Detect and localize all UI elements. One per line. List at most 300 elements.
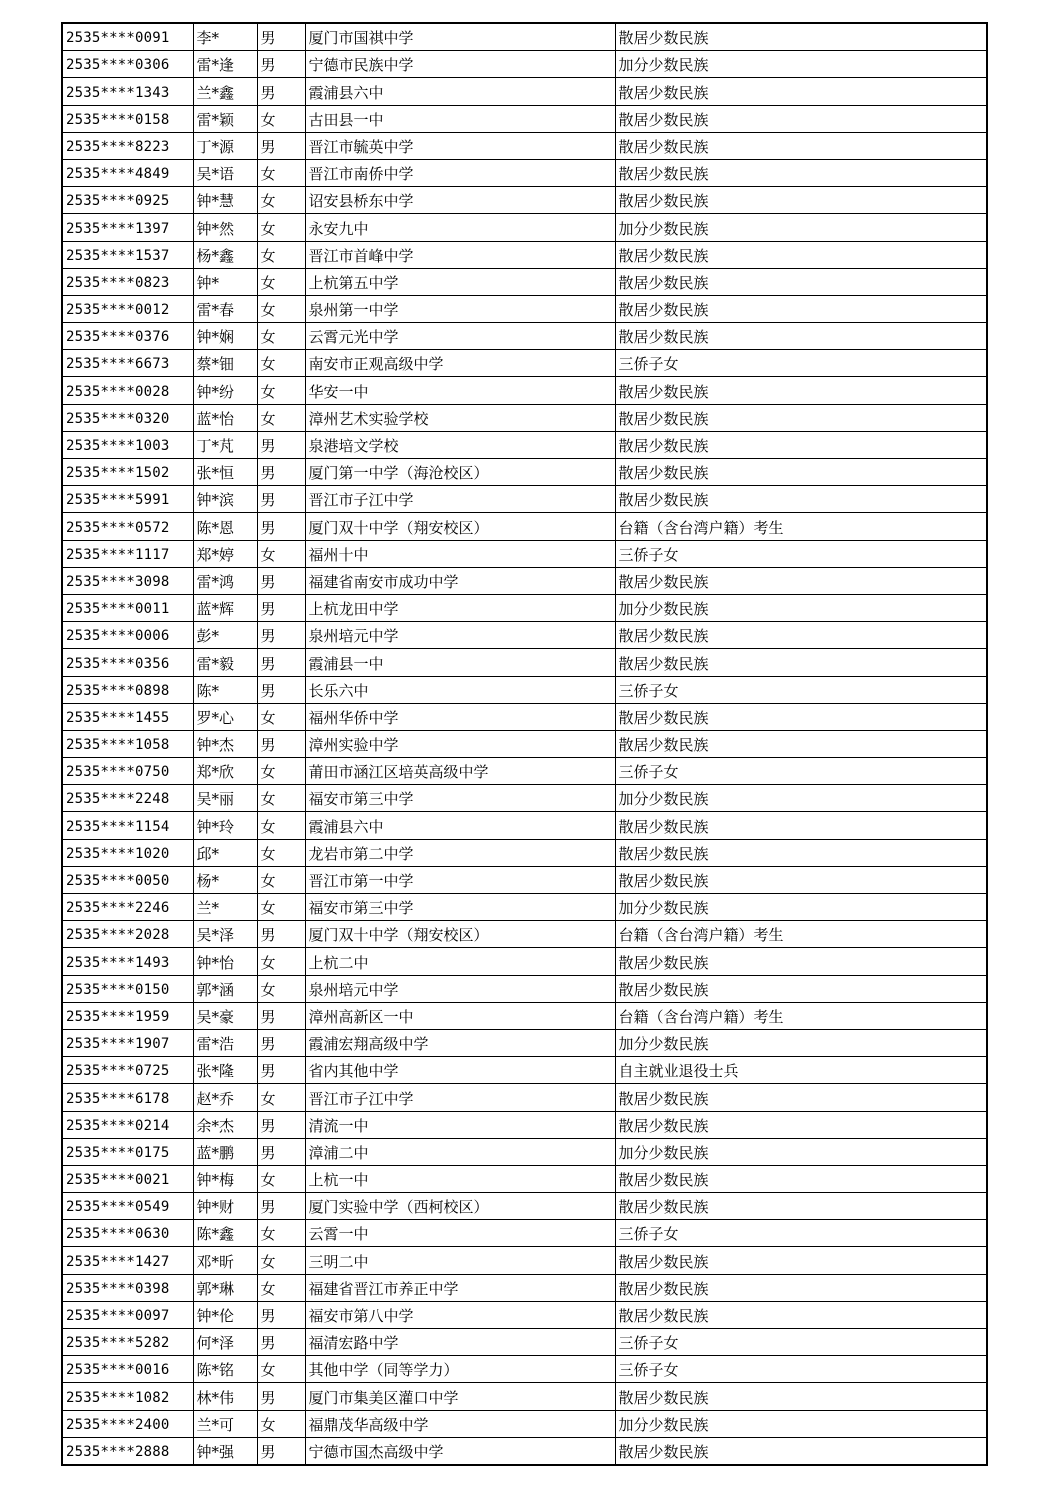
- category-cell: 台籍（含台湾户籍）考生: [615, 1002, 987, 1029]
- candidate-name-cell: 雷*鸿: [193, 567, 257, 594]
- candidate-id-cell: 2535****1117: [62, 540, 193, 567]
- gender-cell: 男: [257, 676, 305, 703]
- school-cell: 泉州第一中学: [305, 295, 615, 322]
- table-row: [62, 812, 987, 839]
- school-cell: 上杭第五中学: [305, 268, 615, 295]
- table-row: [62, 1057, 987, 1084]
- candidate-name-cell: 赵*乔: [193, 1084, 257, 1111]
- candidate-id-cell: 2535****1020: [62, 839, 193, 866]
- school-cell: 南安市正观高级中学: [305, 350, 615, 377]
- category-cell: 散居少数民族: [615, 486, 987, 513]
- school-cell: 三明二中: [305, 1247, 615, 1274]
- category-cell: 散居少数民族: [615, 948, 987, 975]
- table-row: [62, 295, 987, 322]
- table-row: [62, 567, 987, 594]
- category-cell: 散居少数民族: [615, 1165, 987, 1192]
- table-row: [62, 1329, 987, 1356]
- school-cell: 厦门市国祺中学: [305, 23, 615, 51]
- school-cell: 福州十中: [305, 540, 615, 567]
- category-cell: 台籍（含台湾户籍）考生: [615, 513, 987, 540]
- candidate-name-cell: 陈*铭: [193, 1356, 257, 1383]
- school-cell: 霞浦县六中: [305, 78, 615, 105]
- candidate-name-cell: 钟*然: [193, 214, 257, 241]
- category-cell: 散居少数民族: [615, 241, 987, 268]
- candidate-name-cell: 蔡*钿: [193, 350, 257, 377]
- gender-cell: 男: [257, 1138, 305, 1165]
- table-row: [62, 159, 987, 186]
- gender-cell: 女: [257, 948, 305, 975]
- candidate-name-cell: 郑*婷: [193, 540, 257, 567]
- candidate-name-cell: 郭*琳: [193, 1274, 257, 1301]
- category-cell: 散居少数民族: [615, 295, 987, 322]
- gender-cell: 女: [257, 1165, 305, 1192]
- school-cell: 福州华侨中学: [305, 703, 615, 730]
- school-cell: 泉州培元中学: [305, 622, 615, 649]
- table-row: [62, 268, 987, 295]
- gender-cell: 女: [257, 812, 305, 839]
- candidate-id-cell: 2535****0050: [62, 866, 193, 893]
- gender-cell: 男: [257, 1057, 305, 1084]
- category-cell: 散居少数民族: [615, 1437, 987, 1465]
- category-cell: 加分少数民族: [615, 51, 987, 78]
- gender-cell: 女: [257, 1084, 305, 1111]
- category-cell: 散居少数民族: [615, 622, 987, 649]
- candidate-id-cell: 2535****0011: [62, 594, 193, 621]
- category-cell: 自主就业退役士兵: [615, 1057, 987, 1084]
- school-cell: 霞浦县一中: [305, 649, 615, 676]
- school-cell: 其他中学（同等学力）: [305, 1356, 615, 1383]
- table-row: [62, 404, 987, 431]
- table-row: [62, 785, 987, 812]
- candidate-name-cell: 丁*源: [193, 132, 257, 159]
- gender-cell: 女: [257, 839, 305, 866]
- category-cell: 散居少数民族: [615, 1111, 987, 1138]
- category-cell: 散居少数民族: [615, 1274, 987, 1301]
- school-cell: 泉港培文学校: [305, 431, 615, 458]
- table-row: [62, 105, 987, 132]
- candidate-id-cell: 2535****0158: [62, 105, 193, 132]
- candidate-name-cell: 陈*鑫: [193, 1220, 257, 1247]
- table-row: [62, 1165, 987, 1192]
- candidate-name-cell: 钟*强: [193, 1437, 257, 1465]
- candidate-name-cell: 蓝*怡: [193, 404, 257, 431]
- table-row: [62, 594, 987, 621]
- table-row: [62, 78, 987, 105]
- school-cell: 宁德市民族中学: [305, 51, 615, 78]
- category-cell: 三侨子女: [615, 758, 987, 785]
- candidate-id-cell: 2535****0006: [62, 622, 193, 649]
- school-cell: 晋江市子江中学: [305, 486, 615, 513]
- school-cell: 厦门第一中学（海沧校区）: [305, 459, 615, 486]
- candidate-id-cell: 2535****1537: [62, 241, 193, 268]
- table-row: [62, 730, 987, 757]
- school-cell: 上杭二中: [305, 948, 615, 975]
- school-cell: 福安市第三中学: [305, 785, 615, 812]
- school-cell: 莆田市涵江区培英高级中学: [305, 758, 615, 785]
- candidate-table: [61, 22, 988, 1466]
- table-row: [62, 187, 987, 214]
- table-row: [62, 1356, 987, 1383]
- gender-cell: 女: [257, 214, 305, 241]
- table-row: [62, 975, 987, 1002]
- school-cell: 晋江市子江中学: [305, 1084, 615, 1111]
- table-row: [62, 1084, 987, 1111]
- candidate-name-cell: 郭*涵: [193, 975, 257, 1002]
- candidate-id-cell: 2535****0572: [62, 513, 193, 540]
- gender-cell: 女: [257, 758, 305, 785]
- candidate-name-cell: 蓝*辉: [193, 594, 257, 621]
- school-cell: 漳浦二中: [305, 1138, 615, 1165]
- table-row: [62, 377, 987, 404]
- candidate-id-cell: 2535****1455: [62, 703, 193, 730]
- table-row: [62, 51, 987, 78]
- category-cell: 三侨子女: [615, 1356, 987, 1383]
- candidate-id-cell: 2535****0925: [62, 187, 193, 214]
- table-row: [62, 1247, 987, 1274]
- table-row: [62, 676, 987, 703]
- table-row: [62, 1437, 987, 1465]
- candidate-name-cell: 邓*昕: [193, 1247, 257, 1274]
- gender-cell: 女: [257, 1410, 305, 1437]
- category-cell: 三侨子女: [615, 1220, 987, 1247]
- category-cell: 散居少数民族: [615, 459, 987, 486]
- school-cell: 晋江市首峰中学: [305, 241, 615, 268]
- category-cell: 散居少数民族: [615, 105, 987, 132]
- table-row: [62, 758, 987, 785]
- gender-cell: 女: [257, 703, 305, 730]
- table-row: [62, 214, 987, 241]
- school-cell: 厦门实验中学（西柯校区）: [305, 1193, 615, 1220]
- candidate-id-cell: 2535****0021: [62, 1165, 193, 1192]
- candidate-id-cell: 2535****0028: [62, 377, 193, 404]
- gender-cell: 女: [257, 377, 305, 404]
- candidate-name-cell: 邱*: [193, 839, 257, 866]
- school-cell: 厦门市集美区灌口中学: [305, 1383, 615, 1410]
- category-cell: 散居少数民族: [615, 377, 987, 404]
- gender-cell: 男: [257, 1437, 305, 1465]
- school-cell: 福安市第三中学: [305, 894, 615, 921]
- gender-cell: 男: [257, 1029, 305, 1056]
- category-cell: 加分少数民族: [615, 1029, 987, 1056]
- candidate-id-cell: 2535****0823: [62, 268, 193, 295]
- category-cell: 散居少数民族: [615, 1193, 987, 1220]
- school-cell: 晋江市第一中学: [305, 866, 615, 893]
- category-cell: 散居少数民族: [615, 1247, 987, 1274]
- table-row: [62, 866, 987, 893]
- gender-cell: 女: [257, 540, 305, 567]
- candidate-name-cell: 钟*: [193, 268, 257, 295]
- category-cell: 散居少数民族: [615, 431, 987, 458]
- candidate-table-body: [62, 23, 987, 1465]
- table-row: [62, 459, 987, 486]
- school-cell: 云霄元光中学: [305, 323, 615, 350]
- category-cell: 散居少数民族: [615, 23, 987, 51]
- gender-cell: 女: [257, 975, 305, 1002]
- gender-cell: 男: [257, 1329, 305, 1356]
- school-cell: 福鼎茂华高级中学: [305, 1410, 615, 1437]
- category-cell: 散居少数民族: [615, 159, 987, 186]
- gender-cell: 男: [257, 730, 305, 757]
- candidate-id-cell: 2535****0725: [62, 1057, 193, 1084]
- candidate-name-cell: 陈*: [193, 676, 257, 703]
- category-cell: 散居少数民族: [615, 132, 987, 159]
- candidate-name-cell: 余*杰: [193, 1111, 257, 1138]
- table-row: [62, 894, 987, 921]
- category-cell: 散居少数民族: [615, 567, 987, 594]
- gender-cell: 男: [257, 1301, 305, 1328]
- candidate-id-cell: 2535****1959: [62, 1002, 193, 1029]
- category-cell: 散居少数民族: [615, 703, 987, 730]
- gender-cell: 男: [257, 486, 305, 513]
- table-row: [62, 1383, 987, 1410]
- candidate-name-cell: 林*伟: [193, 1383, 257, 1410]
- category-cell: 三侨子女: [615, 540, 987, 567]
- category-cell: 散居少数民族: [615, 839, 987, 866]
- gender-cell: 男: [257, 1002, 305, 1029]
- table-row: [62, 703, 987, 730]
- table-row: [62, 1220, 987, 1247]
- candidate-name-cell: 张*隆: [193, 1057, 257, 1084]
- table-row: [62, 1002, 987, 1029]
- table-row: [62, 839, 987, 866]
- candidate-id-cell: 2535****0630: [62, 1220, 193, 1247]
- candidate-id-cell: 2535****2246: [62, 894, 193, 921]
- candidate-name-cell: 郑*欣: [193, 758, 257, 785]
- school-cell: 晋江市毓英中学: [305, 132, 615, 159]
- table-row: [62, 1138, 987, 1165]
- candidate-name-cell: 兰*鑫: [193, 78, 257, 105]
- category-cell: 散居少数民族: [615, 975, 987, 1002]
- candidate-name-cell: 钟*慧: [193, 187, 257, 214]
- candidate-id-cell: 2535****1502: [62, 459, 193, 486]
- candidate-name-cell: 兰*可: [193, 1410, 257, 1437]
- gender-cell: 男: [257, 23, 305, 51]
- candidate-id-cell: 2535****0306: [62, 51, 193, 78]
- category-cell: 散居少数民族: [615, 404, 987, 431]
- school-cell: 永安九中: [305, 214, 615, 241]
- gender-cell: 女: [257, 785, 305, 812]
- candidate-name-cell: 罗*心: [193, 703, 257, 730]
- table-row: [62, 948, 987, 975]
- gender-cell: 男: [257, 1193, 305, 1220]
- candidate-id-cell: 2535****0320: [62, 404, 193, 431]
- candidate-id-cell: 2535****6178: [62, 1084, 193, 1111]
- table-row: [62, 323, 987, 350]
- candidate-id-cell: 2535****0097: [62, 1301, 193, 1328]
- candidate-name-cell: 兰*: [193, 894, 257, 921]
- candidate-name-cell: 何*泽: [193, 1329, 257, 1356]
- gender-cell: 男: [257, 513, 305, 540]
- candidate-id-cell: 2535****0898: [62, 676, 193, 703]
- table-row: [62, 431, 987, 458]
- candidate-id-cell: 2535****2400: [62, 1410, 193, 1437]
- candidate-name-cell: 蓝*鹏: [193, 1138, 257, 1165]
- table-row: [62, 1274, 987, 1301]
- category-cell: 加分少数民族: [615, 1410, 987, 1437]
- gender-cell: 男: [257, 921, 305, 948]
- school-cell: 华安一中: [305, 377, 615, 404]
- category-cell: 散居少数民族: [615, 1383, 987, 1410]
- table-row: [62, 1301, 987, 1328]
- candidate-name-cell: 李*: [193, 23, 257, 51]
- table-row: [62, 241, 987, 268]
- table-row: [62, 486, 987, 513]
- category-cell: 散居少数民族: [615, 812, 987, 839]
- candidate-id-cell: 2535****0150: [62, 975, 193, 1002]
- school-cell: 龙岩市第二中学: [305, 839, 615, 866]
- school-cell: 诏安县桥东中学: [305, 187, 615, 214]
- table-row: [62, 540, 987, 567]
- school-cell: 泉州培元中学: [305, 975, 615, 1002]
- candidate-name-cell: 钟*玲: [193, 812, 257, 839]
- gender-cell: 男: [257, 78, 305, 105]
- candidate-name-cell: 雷*毅: [193, 649, 257, 676]
- category-cell: 散居少数民族: [615, 649, 987, 676]
- school-cell: 漳州实验中学: [305, 730, 615, 757]
- candidate-id-cell: 2535****2888: [62, 1437, 193, 1465]
- category-cell: 散居少数民族: [615, 1084, 987, 1111]
- gender-cell: 女: [257, 1247, 305, 1274]
- category-cell: 散居少数民族: [615, 323, 987, 350]
- table-row: [62, 350, 987, 377]
- candidate-id-cell: 2535****0091: [62, 23, 193, 51]
- candidate-id-cell: 2535****4849: [62, 159, 193, 186]
- candidate-name-cell: 钟*娴: [193, 323, 257, 350]
- candidate-id-cell: 2535****2248: [62, 785, 193, 812]
- candidate-name-cell: 雷*逢: [193, 51, 257, 78]
- candidate-id-cell: 2535****1154: [62, 812, 193, 839]
- candidate-id-cell: 2535****1427: [62, 1247, 193, 1274]
- candidate-name-cell: 杨*: [193, 866, 257, 893]
- candidate-id-cell: 2535****0750: [62, 758, 193, 785]
- candidate-name-cell: 吴*泽: [193, 921, 257, 948]
- gender-cell: 男: [257, 622, 305, 649]
- gender-cell: 男: [257, 431, 305, 458]
- school-cell: 福建省南安市成功中学: [305, 567, 615, 594]
- category-cell: 散居少数民族: [615, 268, 987, 295]
- table-row: [62, 1029, 987, 1056]
- category-cell: 散居少数民族: [615, 866, 987, 893]
- category-cell: 三侨子女: [615, 1329, 987, 1356]
- candidate-name-cell: 张*恒: [193, 459, 257, 486]
- candidate-id-cell: 2535****0376: [62, 323, 193, 350]
- candidate-id-cell: 2535****0356: [62, 649, 193, 676]
- candidate-name-cell: 钟*怡: [193, 948, 257, 975]
- gender-cell: 男: [257, 567, 305, 594]
- gender-cell: 男: [257, 1383, 305, 1410]
- candidate-name-cell: 杨*鑫: [193, 241, 257, 268]
- candidate-name-cell: 钟*财: [193, 1193, 257, 1220]
- table-row: [62, 1111, 987, 1138]
- candidate-id-cell: 2535****0016: [62, 1356, 193, 1383]
- gender-cell: 女: [257, 404, 305, 431]
- candidate-name-cell: 吴*语: [193, 159, 257, 186]
- candidate-name-cell: 钟*滨: [193, 486, 257, 513]
- candidate-name-cell: 雷*浩: [193, 1029, 257, 1056]
- school-cell: 漳州高新区一中: [305, 1002, 615, 1029]
- candidate-id-cell: 2535****1493: [62, 948, 193, 975]
- gender-cell: 女: [257, 1220, 305, 1247]
- category-cell: 加分少数民族: [615, 594, 987, 621]
- category-cell: 散居少数民族: [615, 1301, 987, 1328]
- candidate-name-cell: 吴*豪: [193, 1002, 257, 1029]
- category-cell: 散居少数民族: [615, 730, 987, 757]
- table-row: [62, 1193, 987, 1220]
- school-cell: 厦门双十中学（翔安校区）: [305, 921, 615, 948]
- category-cell: 散居少数民族: [615, 78, 987, 105]
- category-cell: 加分少数民族: [615, 1138, 987, 1165]
- candidate-name-cell: 陈*恩: [193, 513, 257, 540]
- category-cell: 三侨子女: [615, 676, 987, 703]
- gender-cell: 女: [257, 295, 305, 322]
- candidate-id-cell: 2535****0398: [62, 1274, 193, 1301]
- gender-cell: 女: [257, 894, 305, 921]
- school-cell: 省内其他中学: [305, 1057, 615, 1084]
- candidate-id-cell: 2535****6673: [62, 350, 193, 377]
- candidate-name-cell: 雷*颖: [193, 105, 257, 132]
- candidate-id-cell: 2535****5991: [62, 486, 193, 513]
- candidate-name-cell: 吴*丽: [193, 785, 257, 812]
- table-row: [62, 513, 987, 540]
- category-cell: 加分少数民族: [615, 214, 987, 241]
- candidate-name-cell: 钟*伦: [193, 1301, 257, 1328]
- gender-cell: 女: [257, 268, 305, 295]
- gender-cell: 男: [257, 594, 305, 621]
- gender-cell: 女: [257, 350, 305, 377]
- candidate-id-cell: 2535****1343: [62, 78, 193, 105]
- school-cell: 宁德市国杰高级中学: [305, 1437, 615, 1465]
- candidate-name-cell: 丁*芃: [193, 431, 257, 458]
- candidate-id-cell: 2535****1397: [62, 214, 193, 241]
- candidate-id-cell: 2535****8223: [62, 132, 193, 159]
- table-row: [62, 921, 987, 948]
- candidate-name-cell: 钟*杰: [193, 730, 257, 757]
- candidate-id-cell: 2535****1907: [62, 1029, 193, 1056]
- table-row: [62, 132, 987, 159]
- table-row: [62, 23, 987, 51]
- candidate-id-cell: 2535****1003: [62, 431, 193, 458]
- school-cell: 云霄一中: [305, 1220, 615, 1247]
- candidate-id-cell: 2535****3098: [62, 567, 193, 594]
- gender-cell: 男: [257, 649, 305, 676]
- table-row: [62, 622, 987, 649]
- candidate-id-cell: 2535****1082: [62, 1383, 193, 1410]
- gender-cell: 女: [257, 159, 305, 186]
- school-cell: 清流一中: [305, 1111, 615, 1138]
- gender-cell: 男: [257, 459, 305, 486]
- category-cell: 加分少数民族: [615, 894, 987, 921]
- gender-cell: 女: [257, 1274, 305, 1301]
- gender-cell: 男: [257, 51, 305, 78]
- school-cell: 上杭龙田中学: [305, 594, 615, 621]
- category-cell: 加分少数民族: [615, 785, 987, 812]
- candidate-id-cell: 2535****5282: [62, 1329, 193, 1356]
- gender-cell: 女: [257, 105, 305, 132]
- school-cell: 福安市第八中学: [305, 1301, 615, 1328]
- candidate-id-cell: 2535****0549: [62, 1193, 193, 1220]
- gender-cell: 女: [257, 1356, 305, 1383]
- school-cell: 福清宏路中学: [305, 1329, 615, 1356]
- school-cell: 长乐六中: [305, 676, 615, 703]
- gender-cell: 女: [257, 241, 305, 268]
- candidate-name-cell: 雷*春: [193, 295, 257, 322]
- school-cell: 古田县一中: [305, 105, 615, 132]
- candidate-id-cell: 2535****2028: [62, 921, 193, 948]
- gender-cell: 男: [257, 132, 305, 159]
- gender-cell: 女: [257, 866, 305, 893]
- category-cell: 三侨子女: [615, 350, 987, 377]
- school-cell: 厦门双十中学（翔安校区）: [305, 513, 615, 540]
